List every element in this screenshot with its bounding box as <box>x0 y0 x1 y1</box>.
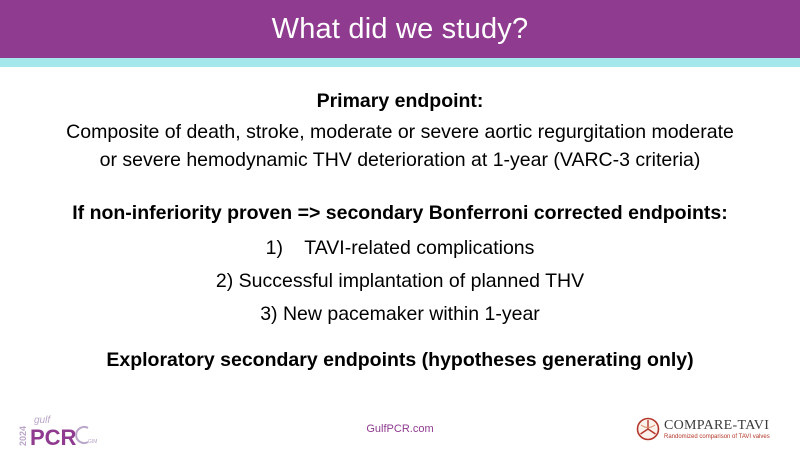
footer-url[interactable]: GulfPCR.com <box>366 423 434 435</box>
slide-content <box>0 88 800 373</box>
logo-year: 2024 <box>18 425 28 446</box>
secondary-endpoints-list <box>0 232 800 331</box>
logo-pcr: PCR <box>30 425 77 448</box>
exploratory-endpoints-heading: Exploratory secondary endpoints (hypotheses generating only) <box>106 349 694 371</box>
secondary-endpoint-item-1: 1) TAVI-related complications <box>265 237 535 259</box>
primary-endpoint-text <box>0 118 800 174</box>
slide-title: What did we study? <box>271 12 529 45</box>
valve-icon <box>636 417 660 441</box>
logo-gulf: gulf <box>34 415 51 426</box>
compare-tavi-subtitle: Randomized comparison of TAVI valves <box>664 433 770 440</box>
logo-sub: GIM <box>88 439 98 445</box>
primary-endpoint-heading: Primary endpoint: <box>316 90 484 112</box>
compare-tavi-logo <box>636 414 796 444</box>
accent-line <box>0 58 800 67</box>
title-bar <box>0 0 800 58</box>
secondary-endpoint-item-3: 3) New pacemaker within 1-year <box>260 303 540 325</box>
primary-endpoint-line-1: Composite of death, stroke, moderate or severe aortic regurgitation moderate <box>66 121 734 143</box>
secondary-endpoint-item-2: 2) Successful implantation of planned THV <box>215 270 585 292</box>
compare-tavi-title: COMPARE-TAVI <box>664 417 770 433</box>
primary-endpoint-line-2: or severe hemodynamic THV deterioration at 1-year (VARC-3 criteria) <box>99 149 701 171</box>
secondary-endpoints-heading: If non-inferiority proven => secondary Bonferroni corrected endpoints: <box>72 202 728 224</box>
